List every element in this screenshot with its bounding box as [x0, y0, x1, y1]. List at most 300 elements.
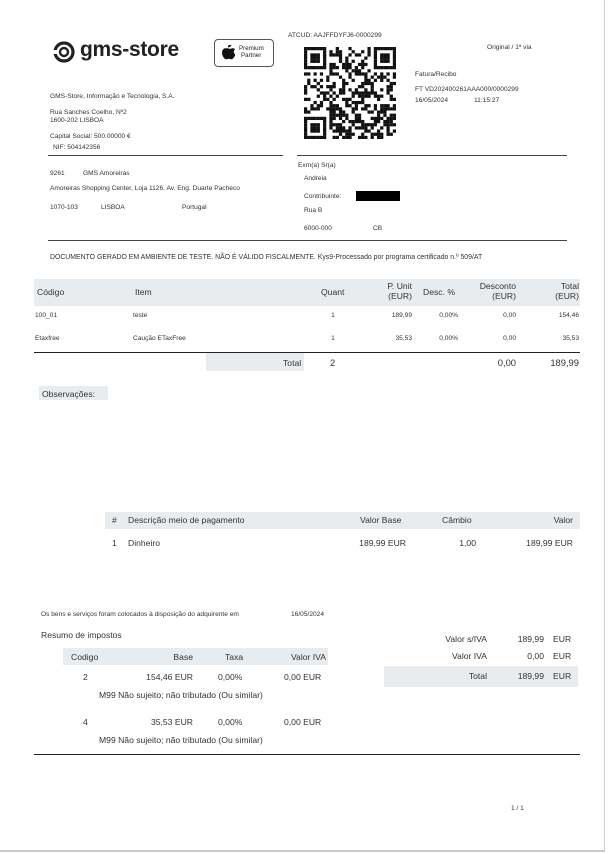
- qr-module: [348, 129, 351, 132]
- qr-module: [361, 72, 364, 75]
- qr-module: [380, 66, 383, 69]
- qr-module: [355, 66, 358, 69]
- qr-module: [310, 136, 313, 139]
- qr-module: [329, 123, 332, 126]
- qr-module: [304, 88, 307, 91]
- qr-module: [377, 47, 380, 50]
- qr-module: [323, 57, 326, 60]
- qr-code-icon: [304, 47, 396, 139]
- qr-module: [367, 82, 370, 85]
- qr-module: [364, 91, 367, 94]
- qr-module: [374, 63, 377, 66]
- qr-module: [339, 76, 342, 79]
- qr-module: [380, 136, 383, 139]
- qr-module: [304, 136, 307, 139]
- items-total-discount: 0,00: [497, 357, 516, 368]
- qr-module: [352, 91, 355, 94]
- tax-row-1-vat: 0,00 EUR: [284, 672, 322, 682]
- customer-city: CB: [373, 225, 383, 232]
- qr-module: [336, 129, 339, 132]
- qr-module: [371, 76, 374, 79]
- qr-module: [323, 126, 326, 129]
- qr-module: [377, 110, 380, 113]
- qr-module: [329, 63, 332, 66]
- qr-module: [390, 85, 393, 88]
- qr-module: [314, 47, 317, 50]
- qr-module: [348, 53, 351, 56]
- item-row-2-code: Etaxfree: [35, 335, 60, 342]
- customer-street: Rua B: [304, 207, 323, 214]
- qr-module: [390, 123, 393, 126]
- qr-module: [367, 104, 370, 107]
- qr-module: [374, 117, 377, 120]
- qr-module: [352, 101, 355, 104]
- qr-module: [367, 110, 370, 113]
- payment-col-description: Descrição meio de pagamento: [128, 515, 245, 525]
- net-value: 189,99: [517, 634, 544, 644]
- qr-module: [393, 76, 396, 79]
- qr-module: [352, 69, 355, 72]
- tax-row-1-rate: 0,00%: [218, 672, 243, 682]
- qr-module: [374, 50, 377, 53]
- qr-module: [304, 129, 307, 132]
- qr-module: [329, 88, 332, 91]
- qr-module: [310, 129, 313, 132]
- qr-module: [329, 114, 332, 117]
- qr-module: [364, 72, 367, 75]
- qr-module: [386, 47, 389, 50]
- qr-module: [355, 120, 358, 123]
- qr-module: [339, 133, 342, 136]
- qr-module: [329, 126, 332, 129]
- payment-row-1-number: 1: [112, 538, 117, 548]
- tax-row-2-vat: 0,00 EUR: [284, 717, 322, 727]
- customer-name: Andreia: [304, 175, 327, 182]
- qr-module: [314, 117, 317, 120]
- qr-module: [377, 136, 380, 139]
- qr-module: [361, 91, 364, 94]
- qr-module: [317, 60, 320, 63]
- qr-module: [364, 104, 367, 107]
- col-header-discount-line2: (EUR): [492, 291, 516, 301]
- qr-module: [304, 60, 307, 63]
- qr-module: [367, 123, 370, 126]
- document-type: Fatura/Recibo: [415, 71, 457, 78]
- qr-module: [339, 129, 342, 132]
- store-address: Amoreiras Shopping Center, Loja 1126. Av. Eng. Duarte Pacheco: [50, 185, 240, 192]
- qr-module: [323, 50, 326, 53]
- qr-module: [358, 85, 361, 88]
- item-row-2-discount-percent: 0,00%: [439, 335, 458, 342]
- qr-module: [393, 107, 396, 110]
- items-total-label: Total: [283, 358, 302, 368]
- qr-module: [314, 101, 317, 104]
- qr-module: [361, 101, 364, 104]
- qr-module: [355, 101, 358, 104]
- qr-module: [333, 72, 336, 75]
- document-date: 16/05/2024: [415, 97, 449, 104]
- qr-module: [317, 47, 320, 50]
- col-header-unit-price-line2: (EUR): [388, 291, 412, 301]
- qr-module: [323, 98, 326, 101]
- qr-module: [358, 101, 361, 104]
- copy-label: Original / 1ª via: [487, 44, 532, 51]
- qr-module: [317, 117, 320, 120]
- qr-module: [390, 82, 393, 85]
- qr-module: [374, 60, 377, 63]
- qr-module: [386, 123, 389, 126]
- qr-module: [323, 53, 326, 56]
- qr-module: [342, 98, 345, 101]
- qr-module: [393, 129, 396, 132]
- qr-module: [310, 104, 313, 107]
- qr-module: [307, 47, 310, 50]
- qr-module: [317, 88, 320, 91]
- qr-module: [361, 63, 364, 66]
- company-address-2: 1600-202 LISBOA: [50, 117, 104, 124]
- qr-module: [320, 136, 323, 139]
- qr-module: [326, 98, 329, 101]
- vat-value-label: Valor IVA: [451, 651, 487, 661]
- qr-module: [336, 95, 339, 98]
- qr-module: [304, 53, 307, 56]
- qr-module: [361, 66, 364, 69]
- qr-module: [317, 66, 320, 69]
- payment-row-1-value: 189,99 EUR: [526, 538, 573, 548]
- qr-module: [342, 114, 345, 117]
- qr-module: [367, 69, 370, 72]
- qr-module: [393, 117, 396, 120]
- qr-module: [310, 53, 313, 56]
- qr-module: [355, 72, 358, 75]
- qr-module: [304, 133, 307, 136]
- qr-module: [342, 129, 345, 132]
- item-row-2-item: Caução ETaxFree: [133, 335, 186, 342]
- qr-module: [345, 60, 348, 63]
- qr-module: [329, 120, 332, 123]
- qr-module: [393, 104, 396, 107]
- qr-module: [383, 110, 386, 113]
- qr-module: [310, 117, 313, 120]
- qr-module: [339, 126, 342, 129]
- qr-module: [333, 98, 336, 101]
- qr-module: [364, 126, 367, 129]
- qr-module: [361, 136, 364, 139]
- qr-module: [355, 126, 358, 129]
- qr-module: [386, 88, 389, 91]
- qr-module: [326, 107, 329, 110]
- qr-module: [326, 85, 329, 88]
- qr-module: [342, 63, 345, 66]
- atcud-code: ATCUD: AAJFFDYFJ6-0000299: [288, 32, 382, 39]
- qr-module: [336, 72, 339, 75]
- tax-row-2-base: 35,53 EUR: [150, 717, 193, 727]
- qr-module: [374, 57, 377, 60]
- qr-module: [390, 120, 393, 123]
- qr-module: [310, 126, 313, 129]
- qr-module: [374, 95, 377, 98]
- qr-module: [377, 129, 380, 132]
- qr-module: [310, 85, 313, 88]
- qr-module: [304, 91, 307, 94]
- qr-module: [364, 95, 367, 98]
- item-row-1-code: 100_01: [35, 312, 58, 319]
- qr-module: [310, 123, 313, 126]
- qr-module: [386, 91, 389, 94]
- qr-module: [355, 88, 358, 91]
- qr-module: [304, 63, 307, 66]
- qr-module: [358, 114, 361, 117]
- qr-module: [352, 123, 355, 126]
- qr-module: [386, 72, 389, 75]
- qr-module: [339, 88, 342, 91]
- qr-module: [329, 110, 332, 113]
- qr-module: [348, 98, 351, 101]
- qr-module: [361, 60, 364, 63]
- net-value-currency: EUR: [553, 634, 572, 644]
- qr-module: [317, 136, 320, 139]
- qr-module: [386, 79, 389, 82]
- qr-module: [304, 50, 307, 53]
- item-row-1-discount: 0,00: [503, 312, 516, 319]
- qr-module: [352, 50, 355, 53]
- qr-module: [339, 107, 342, 110]
- partner-label-line2: Partner: [241, 52, 262, 59]
- qr-module: [339, 114, 342, 117]
- items-total-quantity: 2: [330, 357, 336, 368]
- qr-module: [342, 85, 345, 88]
- qr-module: [317, 126, 320, 129]
- qr-module: [364, 63, 367, 66]
- qr-module: [333, 91, 336, 94]
- qr-module: [323, 63, 326, 66]
- qr-module: [329, 101, 332, 104]
- tax-row-1-base: 154,46 EUR: [146, 672, 193, 682]
- qr-module: [380, 107, 383, 110]
- qr-module: [380, 133, 383, 136]
- qr-module: [333, 123, 336, 126]
- payment-col-rate: Câmbio: [442, 515, 472, 525]
- qr-module: [307, 136, 310, 139]
- qr-module: [323, 120, 326, 123]
- qr-module: [336, 53, 339, 56]
- qr-module: [345, 63, 348, 66]
- qr-module: [336, 104, 339, 107]
- qr-module: [364, 79, 367, 82]
- col-header-total-line1: Total: [560, 281, 579, 291]
- qr-module: [361, 95, 364, 98]
- qr-module: [314, 53, 317, 56]
- items-total-value: 189,99: [550, 357, 579, 368]
- qr-module: [361, 126, 364, 129]
- qr-module: [323, 117, 326, 120]
- qr-module: [345, 57, 348, 60]
- qr-module: [348, 63, 351, 66]
- qr-module: [380, 104, 383, 107]
- qr-module: [329, 72, 332, 75]
- qr-module: [380, 72, 383, 75]
- qr-module: [345, 104, 348, 107]
- qr-module: [345, 117, 348, 120]
- qr-module: [348, 136, 351, 139]
- qr-module: [361, 120, 364, 123]
- qr-module: [342, 79, 345, 82]
- qr-module: [390, 66, 393, 69]
- payment-row-1-description: Dinheiro: [128, 538, 161, 548]
- qr-module: [358, 136, 361, 139]
- qr-module: [348, 88, 351, 91]
- qr-module: [355, 69, 358, 72]
- qr-module: [386, 107, 389, 110]
- qr-module: [386, 85, 389, 88]
- qr-module: [364, 123, 367, 126]
- item-row-1-quantity: 1: [331, 312, 335, 319]
- qr-module: [374, 133, 377, 136]
- divider: [48, 155, 283, 156]
- qr-module: [336, 50, 339, 53]
- qr-module: [307, 117, 310, 120]
- qr-module: [323, 133, 326, 136]
- customer-postal-code: 6000-000: [304, 225, 332, 232]
- qr-module: [358, 53, 361, 56]
- payment-row-1-rate: 1,00: [459, 538, 476, 548]
- observations-label: Observações:: [42, 389, 96, 399]
- qr-module: [304, 47, 307, 50]
- qr-module: [320, 47, 323, 50]
- qr-module: [310, 60, 313, 63]
- qr-module: [314, 123, 317, 126]
- qr-module: [358, 95, 361, 98]
- qr-module: [333, 129, 336, 132]
- qr-module: [367, 79, 370, 82]
- qr-module: [317, 53, 320, 56]
- qr-module: [307, 72, 310, 75]
- qr-module: [352, 133, 355, 136]
- qr-module: [329, 104, 332, 107]
- qr-module: [323, 129, 326, 132]
- item-row-1-item: teste: [133, 312, 148, 319]
- qr-module: [383, 104, 386, 107]
- divider: [48, 240, 567, 241]
- qr-module: [304, 72, 307, 75]
- qr-module: [371, 126, 374, 129]
- divider: [34, 352, 580, 353]
- availability-date: 16/05/2024: [291, 611, 325, 618]
- tax-summary-title: Resumo de impostos: [41, 630, 122, 640]
- col-header-discount-percent: Desc. %: [423, 287, 455, 297]
- qr-module: [393, 63, 396, 66]
- qr-module: [317, 123, 320, 126]
- qr-module: [336, 66, 339, 69]
- qr-module: [320, 104, 323, 107]
- qr-module: [345, 98, 348, 101]
- qr-module: [380, 53, 383, 56]
- qr-module: [304, 120, 307, 123]
- qr-module: [314, 126, 317, 129]
- qr-module: [348, 72, 351, 75]
- qr-module: [333, 117, 336, 120]
- qr-module: [333, 110, 336, 113]
- vat-value: 0,00: [527, 651, 544, 661]
- qr-module: [377, 98, 380, 101]
- qr-module: [323, 60, 326, 63]
- qr-module: [374, 107, 377, 110]
- qr-module: [342, 88, 345, 91]
- qr-module: [380, 95, 383, 98]
- qr-module: [364, 107, 367, 110]
- qr-module: [371, 136, 374, 139]
- qr-module: [320, 72, 323, 75]
- qr-module: [342, 120, 345, 123]
- qr-module: [310, 47, 313, 50]
- qr-module: [348, 66, 351, 69]
- qr-module: [333, 82, 336, 85]
- qr-module: [333, 66, 336, 69]
- qr-module: [314, 72, 317, 75]
- qr-module: [355, 114, 358, 117]
- qr-module: [390, 88, 393, 91]
- qr-module: [377, 66, 380, 69]
- store-code: 9261: [50, 170, 65, 177]
- qr-module: [314, 60, 317, 63]
- qr-module: [336, 107, 339, 110]
- qr-module: [304, 110, 307, 113]
- qr-module: [329, 85, 332, 88]
- qr-module: [339, 117, 342, 120]
- qr-module: [367, 53, 370, 56]
- qr-module: [386, 60, 389, 63]
- qr-module: [377, 133, 380, 136]
- qr-module: [339, 57, 342, 60]
- qr-module: [314, 66, 317, 69]
- qr-module: [367, 95, 370, 98]
- store-country: Portugal: [182, 204, 207, 211]
- qr-module: [345, 82, 348, 85]
- item-row-2-total: 35,53: [562, 335, 579, 342]
- item-row-2-discount: 0,00: [503, 335, 516, 342]
- qr-module: [352, 110, 355, 113]
- col-header-discount: [470, 281, 516, 301]
- qr-module: [361, 50, 364, 53]
- qr-module: [393, 57, 396, 60]
- col-header-quantity: Quant: [321, 287, 345, 297]
- qr-module: [393, 50, 396, 53]
- qr-module: [361, 133, 364, 136]
- qr-module: [320, 91, 323, 94]
- qr-module: [310, 57, 313, 60]
- qr-module: [345, 69, 348, 72]
- qr-module: [348, 104, 351, 107]
- qr-module: [371, 110, 374, 113]
- premium-partner-badge: [214, 39, 274, 67]
- qr-module: [304, 85, 307, 88]
- qr-module: [352, 107, 355, 110]
- qr-module: [386, 129, 389, 132]
- qr-module: [390, 114, 393, 117]
- qr-module: [361, 85, 364, 88]
- qr-module: [390, 117, 393, 120]
- page-number: 1 / 1: [511, 805, 524, 812]
- qr-module: [314, 136, 317, 139]
- qr-module: [342, 136, 345, 139]
- qr-module: [355, 104, 358, 107]
- qr-module: [323, 91, 326, 94]
- qr-module: [393, 123, 396, 126]
- qr-module: [323, 47, 326, 50]
- qr-module: [380, 117, 383, 120]
- qr-module: [336, 123, 339, 126]
- qr-module: [383, 60, 386, 63]
